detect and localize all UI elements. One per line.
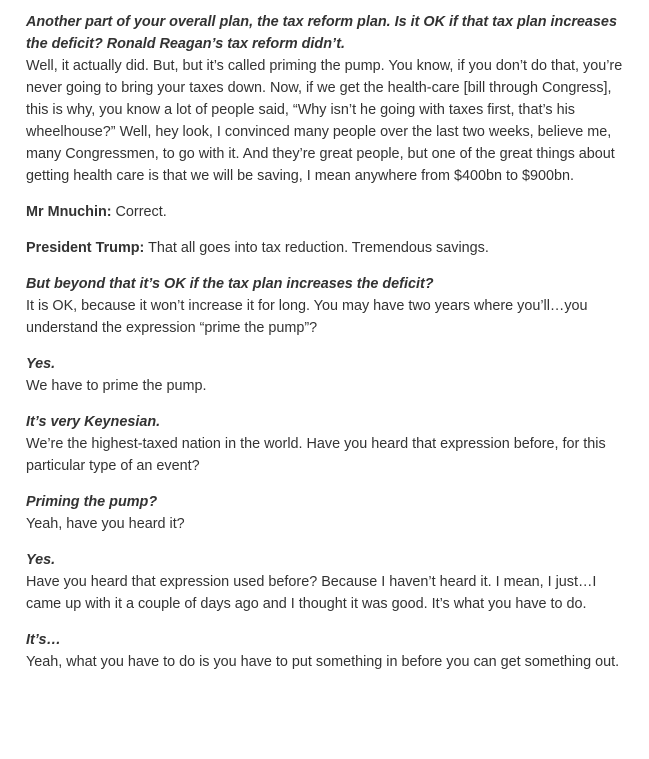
speaker-name: Mr Mnuchin: [26,204,112,220]
interviewee-answer: We’re the highest-taxed nation in the world. Have you heard that expression before, for this particular type of an event? [26,436,606,474]
qa-block [26,11,626,187]
speaker-line-trump [26,237,626,259]
speaker-line-mnuchin [26,201,626,223]
interviewer-question: Another part of your overall plan, the tax reform plan. Is it OK if that tax plan increases the deficit? Ronald Reagan’s tax reform didn’t. [26,14,617,52]
interviewer-question: Yes. [26,552,56,568]
qa-block [26,353,626,397]
qa-block [26,411,626,477]
interviewee-answer: We have to prime the pump. [26,378,207,394]
interviewee-answer: Yeah, have you heard it? [26,516,185,532]
interviewer-question: Priming the pump? [26,494,158,510]
interviewer-question: Yes. [26,356,56,372]
speaker-text: Correct. [111,204,167,220]
interviewer-question: It’s… [26,632,61,648]
interview-transcript [26,11,626,687]
interviewee-answer: Have you heard that expression used before? Because I haven’t heard it. I mean, I just…I came up with it a couple of days ago and I thought it was good. It’s what you have to do. [26,574,597,612]
qa-block [26,629,626,673]
interviewee-answer: Well, it actually did. But, but it’s called priming the pump. You know, if you don’t do that, you’re never going to bring your taxes down. Now, if we get the health-care [bill through Congress], this is why, you know a lot of people said, “Why isn’t he going with taxes first, that’s his wheelhouse?” Well, hey look, I convinced many people over the last two weeks, believe me, many Congressmen, to go with it. And they’re great people, but one of the great things about getting health care is that we will be saving, I mean anywhere from $400bn to $900bn. [26,58,623,184]
qa-block [26,549,626,615]
qa-block [26,491,626,535]
speaker-name: President Trump: [26,240,145,256]
interviewee-answer: It is OK, because it won’t increase it for long. You may have two years where you’ll…you understand the expression “prime the pump”? [26,298,588,336]
speaker-text: That all goes into tax reduction. Tremendous savings. [144,240,489,256]
interviewee-answer: Yeah, what you have to do is you have to put something in before you can get something out. [26,654,620,670]
interviewer-question: It’s very Keynesian. [26,414,161,430]
interviewer-question: But beyond that it’s OK if the tax plan increases the deficit? [26,276,434,292]
qa-block [26,273,626,339]
